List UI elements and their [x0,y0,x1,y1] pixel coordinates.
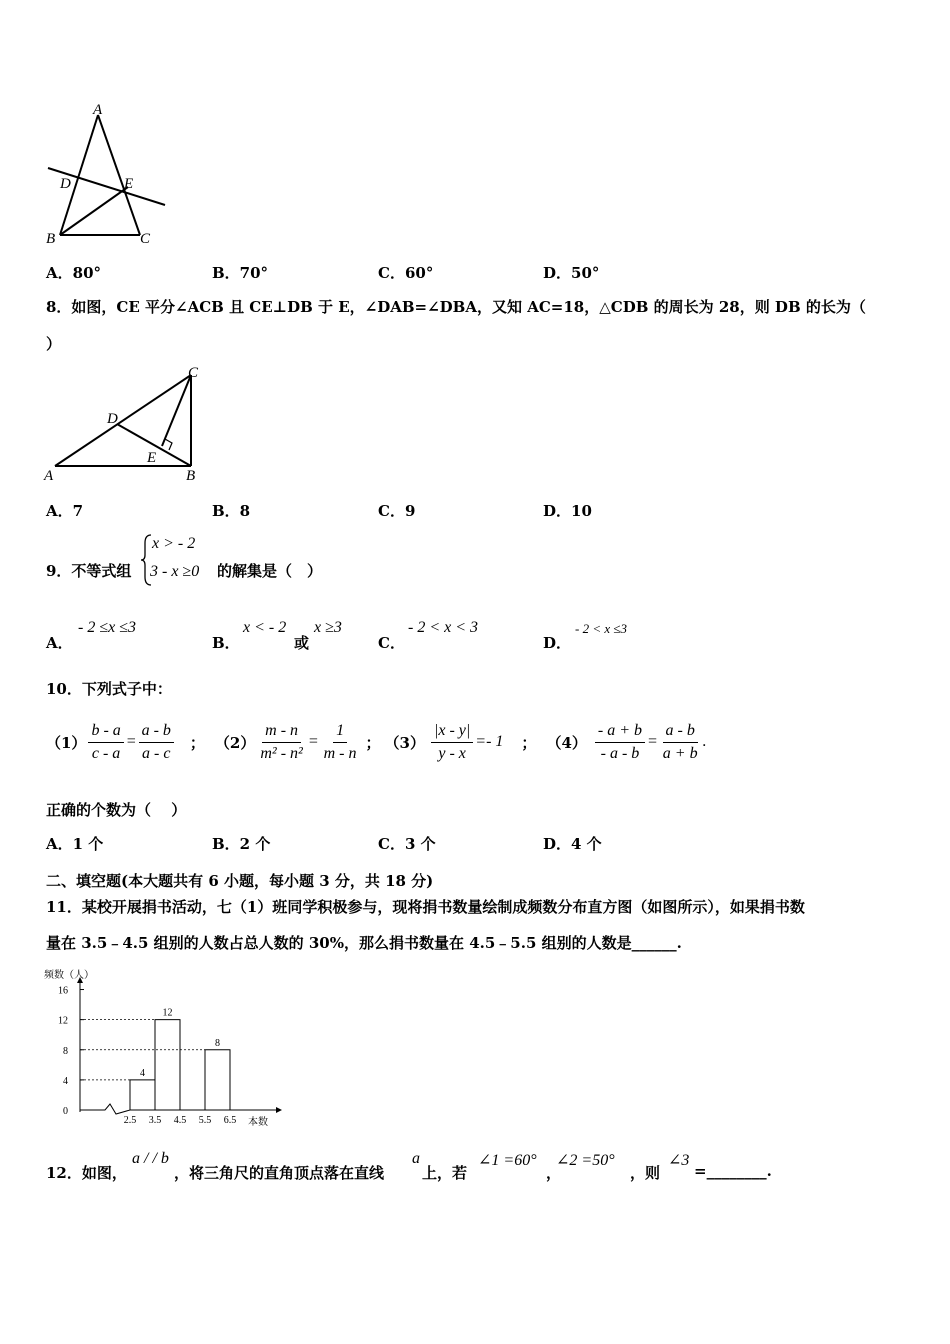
numerator: b - a [88,722,123,743]
histogram-x-tick-label: 3.5 [148,1115,162,1126]
q10-item4-num: （4） [546,733,587,752]
numerator: |x - y| [431,722,473,743]
histogram-bar [205,1050,230,1110]
histogram-bar-value: 4 [140,1067,145,1079]
histogram-y-tick-label: 0 [63,1106,68,1117]
q10-option-d: D．4 个 [543,835,602,853]
histogram-x-tick-label: 4.5 [173,1115,187,1126]
q9-option-d: - 2 < x ≤3 [575,621,628,636]
histogram-x-tick-label: 5.5 [198,1115,212,1126]
q8-option-a: A．7 [46,502,84,520]
histogram-ylabel: 频数（人） [44,970,94,981]
q11-line-1: 11．某校开展捐书活动，七（1）班同学积极参与，现将捐书数量绘制成频数分布直方图（如图所示），如果捐书数 [46,898,805,916]
q12-math-a-parallel-b: a / / b [132,1150,169,1167]
histogram-bar-value: 8 [215,1037,220,1049]
q10-item4-right-fraction [660,722,701,763]
numerator: 1 [333,722,347,743]
q10-item1-num: （1） [46,733,87,752]
histogram-y-tick-label: 8 [63,1045,68,1057]
q8-right-triangle-figure [40,363,210,488]
q12-part-3: 上，若 [422,1164,468,1182]
q10-item2-right-fraction [321,722,360,763]
q9-option-c-letter: C． [378,634,405,652]
q10-option-a: A．1 个 [46,835,104,853]
denominator: a + b [662,744,698,762]
separator: ； [365,733,381,752]
q10-option-c: C．3 个 [378,835,436,853]
equals-sign: = [307,733,319,750]
q8-label-d: D [107,411,118,427]
q7-option-a: A．80° [46,264,102,282]
q9-option-a: - 2 ≤x ≤3 [78,619,136,636]
separator: ； [521,733,537,752]
q10-item3-left-fraction [431,722,473,763]
q12-part-5: =________. [694,1162,772,1180]
q7-label-b: B [46,231,56,247]
histogram-y-tick-label: 4 [63,1075,68,1087]
q10-item1-left-fraction [88,722,123,763]
q8-stem-cont: ） [46,335,62,353]
q7-label-e: E [124,176,134,192]
q10-item3-num: （3） [384,733,425,752]
q12-part-1: 12．如图， [46,1164,127,1182]
histogram-xlabel: 本数 [248,1117,268,1128]
q12-angle-1: ∠1 =60° [478,1152,537,1169]
denominator: y - x [438,744,466,762]
q9-prefix: 9．不等式组 [46,562,132,580]
q7-option-c: C．60° [378,264,434,282]
q12-part-2: ，将三角尺的直角顶点落在直线 [174,1164,385,1182]
q8-option-d: D．10 [543,502,592,520]
histogram-x-tick-label: 6.5 [223,1115,237,1126]
q9-option-b-part2: x ≥3 [314,619,342,636]
equals-minus-one: =- 1 [475,733,504,750]
separator: ； [189,733,205,752]
q7-label-d: D [60,176,71,192]
q9-option-c: - 2 < x < 3 [408,619,479,636]
histogram-bar [155,1020,180,1110]
q8-label-a: A [44,468,54,484]
q9-option-b-or: 或 [294,634,310,652]
q7-label-a: A [93,102,103,118]
histogram-bar-value: 12 [162,1007,173,1019]
denominator: a - c [142,744,171,762]
q10-expressions [46,715,846,769]
q8-option-c: C．9 [378,502,416,520]
denominator: c - a [91,744,121,762]
q10-item2-left-fraction [257,722,305,763]
q10-item4-left-fraction [595,722,645,763]
q10-option-b: B．2 个 [212,835,271,853]
q9-option-a-letter: A． [46,634,73,652]
q9-suffix: 的解集是（ ） [217,562,323,580]
q12-part-4: ，则 [630,1164,661,1182]
equals-sign: = [647,733,658,750]
q10-stem: 10．下列式子中： [46,680,172,698]
q8-label-b: B [186,468,196,484]
q12-comma: ， [546,1164,562,1182]
q9-option-d-letter: D． [543,634,572,652]
numerator: - a + b [595,722,645,743]
q12-math-a: a [412,1150,420,1167]
q9-option-b-part1: x < - 2 [243,619,287,636]
histogram-bar [130,1080,155,1110]
q8-label-e: E [147,450,157,466]
q7-option-b: B．70° [212,264,269,282]
q7-label-c: C [140,231,151,247]
q10-item1-right-fraction [139,722,174,763]
q10-ask: 正确的个数为（ ） [46,801,187,819]
numerator: a - b [139,722,174,743]
q12-angle-3: ∠3 [668,1152,690,1169]
equals-sign: = [125,733,137,750]
q8-stem: 8．如图，CE 平分∠ACB 且 CE⊥DB 于 E，∠DAB=∠DBA，又知 AC=18，△CDB 的周长为 28，则 DB 的长为（ [46,298,866,316]
q8-label-c: C [188,365,199,381]
histogram-x-tick-label: 2.5 [123,1115,137,1126]
q12-angle-2: ∠2 =50° [556,1152,615,1169]
q8-option-b: B．8 [212,502,251,520]
numerator: a - b [663,722,698,743]
period: . [702,733,707,750]
histogram-y-tick-label: 12 [58,1015,68,1027]
numerator: m - n [262,722,301,743]
q11-histogram [40,968,290,1130]
histogram-y-tick-label: 16 [58,985,68,997]
q7-triangle-figure [40,100,180,250]
q10-item2-num: （2） [214,733,256,752]
q9-option-b-letter: B． [212,634,240,652]
denominator: m² - n² [260,744,303,762]
denominator: m - n [323,744,357,762]
section-2-heading: 二、填空题(本大题共有 6 小题，每小题 3 分，共 18 分) [46,872,434,890]
denominator: - a - b [600,744,640,762]
q9-system-line-2: 3 - x ≥0 [150,563,200,580]
q11-line-2: 量在 3.5﹣4.5 组别的人数占总人数的 30%，那么捐书数量在 4.5﹣5.5 组别的人数是______. [46,934,682,952]
q9-system-line-1: x > - 2 [152,535,196,552]
q7-option-d: D．50° [543,264,600,282]
q12-line [46,1146,906,1196]
